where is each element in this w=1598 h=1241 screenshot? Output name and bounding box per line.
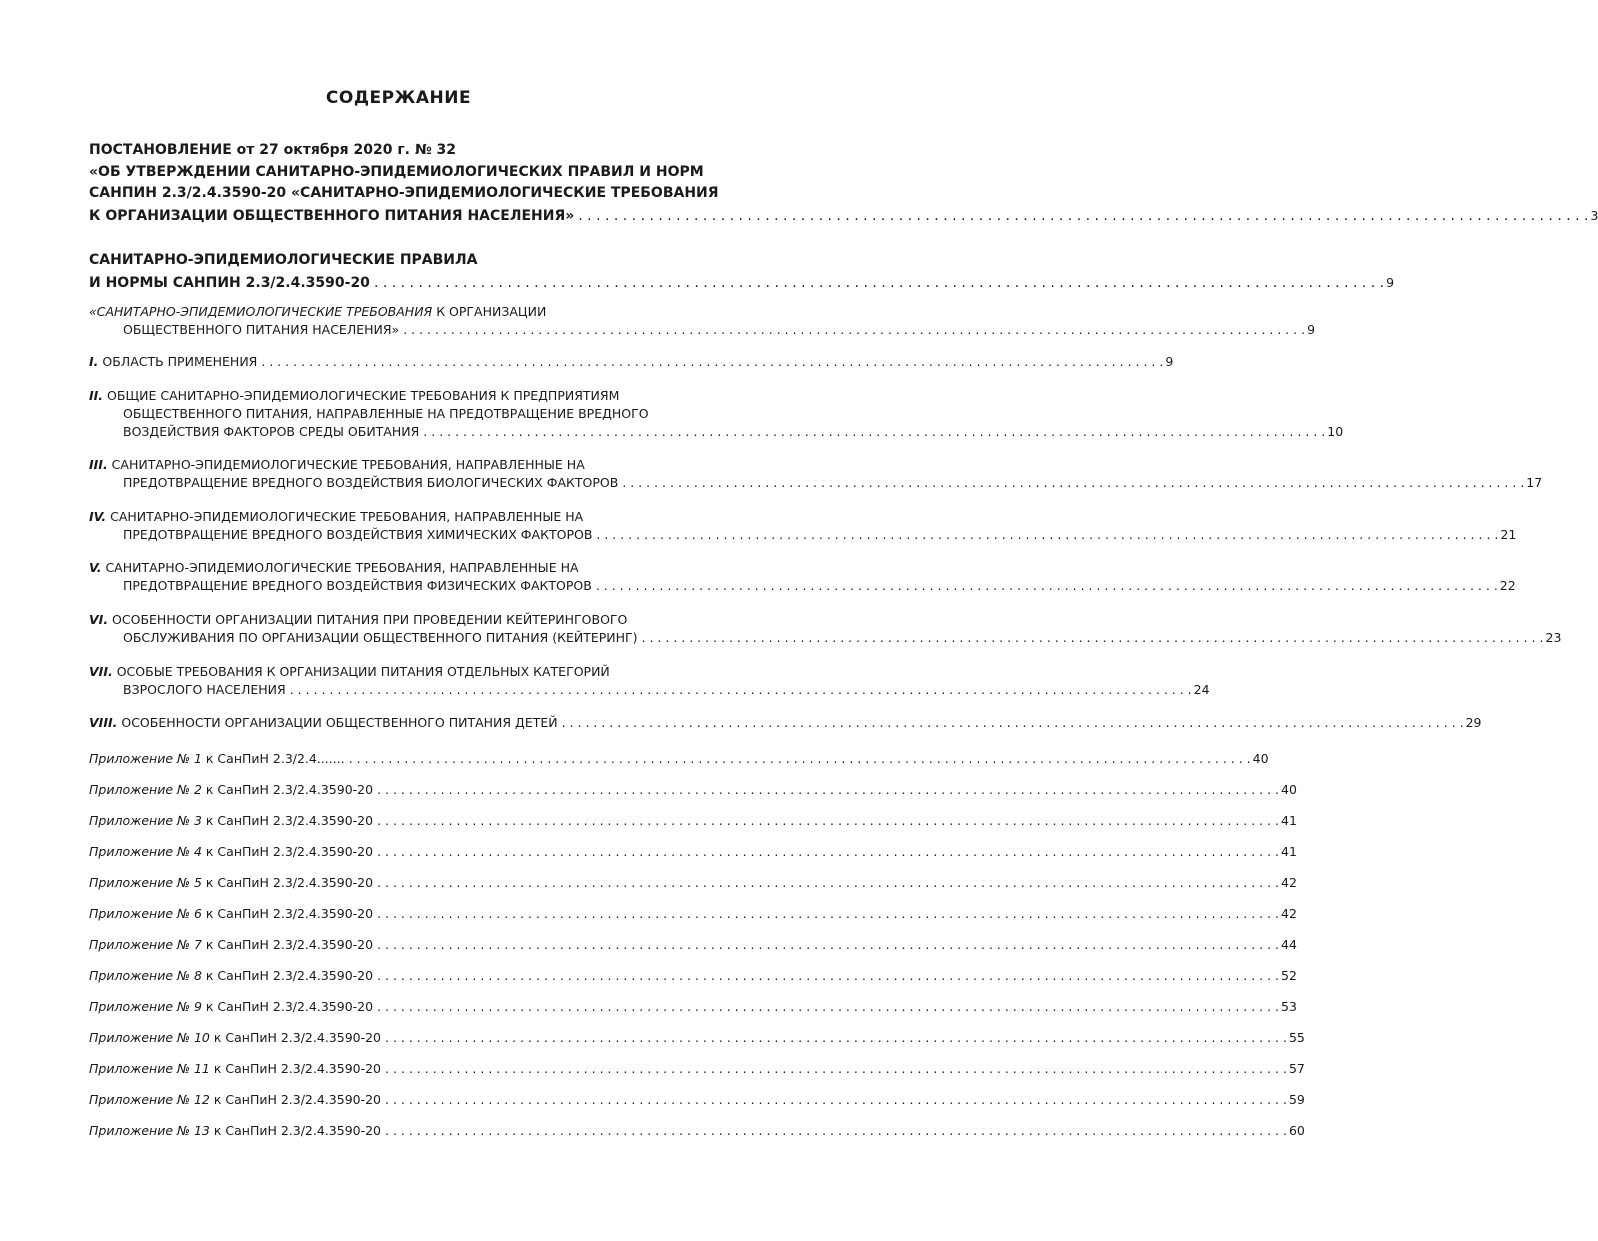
- appendix-entry[interactable]: [89, 905, 1297, 936]
- appendix-label: Приложение № 6: [89, 906, 202, 921]
- page-number: 55: [1288, 1030, 1305, 1045]
- entry-line: ОСОБЕННОСТИ ОРГАНИЗАЦИИ ПИТАНИЯ ПРИ ПРОВЕДЕНИИ КЕЙТЕРИНГОВОГО: [108, 612, 628, 627]
- appendix-entry[interactable]: [89, 998, 1297, 1029]
- entry-line: ОБЛАСТЬ ПРИМЕНЕНИЯ: [98, 354, 258, 369]
- section-number: II.: [89, 388, 104, 403]
- page-number: 41: [1281, 813, 1297, 828]
- appendix-suffix: к СанПиН 2.3/2.4.3590-20: [209, 1123, 382, 1138]
- entry-line: К ОРГАНИЗАЦИИ: [432, 304, 547, 319]
- appendix-suffix: к СанПиН 2.3/2.4.3590-20: [201, 906, 374, 921]
- appendix-label: Приложение № 13: [89, 1123, 210, 1138]
- appendix-suffix: к СанПиН 2.3/2.4.3590-20: [209, 1092, 382, 1107]
- dot-leader: [377, 905, 1279, 923]
- appendix-suffix: к СанПиН 2.3/2.4.3590-20: [201, 937, 374, 952]
- appendix-label: Приложение № 12: [89, 1092, 210, 1107]
- page-number: 40: [1281, 782, 1297, 797]
- appendix-entry[interactable]: [89, 1122, 1305, 1153]
- page-number: 9: [1307, 322, 1316, 337]
- dot-leader: [385, 1029, 1287, 1047]
- entry-line: САНИТАРНО-ЭПИДЕМИОЛОГИЧЕСКИЕ ТРЕБОВАНИЯ, НАПРАВЛЕННЫЕ НА: [101, 560, 579, 575]
- entry-line: ОСОБЫЕ ТРЕБОВАНИЯ К ОРГАНИЗАЦИИ ПИТАНИЯ ОТДЕЛЬНЫХ КАТЕГОРИЙ: [112, 664, 610, 679]
- section-number: VIII.: [89, 715, 118, 730]
- appendix-label: Приложение № 1: [89, 751, 202, 766]
- dot-leader: [403, 321, 1305, 339]
- entry-line: ПРЕДОТВРАЩЕНИЕ ВРЕДНОГО ВОЗДЕЙСТВИЯ ФИЗИЧЕСКИХ ФАКТОРОВ: [123, 578, 592, 593]
- appendix-label: Приложение № 3: [89, 813, 202, 828]
- section-number: V.: [89, 560, 102, 575]
- dot-leader: [290, 681, 1192, 699]
- page-number: 3: [1590, 207, 1598, 223]
- dot-leader: [578, 206, 1588, 228]
- appendix-label: Приложение № 8: [89, 968, 202, 983]
- toc-entry-rules[interactable]: [89, 250, 1395, 294]
- appendix-entry[interactable]: [89, 750, 1269, 781]
- appendix-suffix: к СанПиН 2.3/2.4.3590-20: [201, 813, 374, 828]
- dot-leader: [562, 714, 1464, 732]
- dot-leader: [377, 936, 1279, 954]
- appendix-label: Приложение № 9: [89, 999, 202, 1014]
- section-number: VI.: [89, 612, 109, 627]
- dot-leader: [377, 874, 1279, 892]
- entry-line: «ОБ УТВЕРЖДЕНИИ САНИТАРНО-ЭПИДЕМИОЛОГИЧЕСКИХ ПРАВИЛ И НОРМ: [89, 163, 704, 180]
- appendix-suffix: к СанПиН 2.3/2.4.......: [201, 751, 345, 766]
- appendix-label: Приложение № 7: [89, 937, 202, 952]
- entry-line: ВОЗДЕЙСТВИЯ ФАКТОРОВ СРЕДЫ ОБИТАНИЯ: [123, 424, 420, 439]
- section-number: IV.: [89, 509, 107, 524]
- dot-leader: [423, 423, 1325, 441]
- dot-leader: [385, 1122, 1287, 1140]
- page-number: 52: [1281, 968, 1297, 983]
- dot-leader: [377, 781, 1279, 799]
- entry-line: ОБЩЕСТВЕННОГО ПИТАНИЯ НАСЕЛЕНИЯ»: [123, 322, 400, 337]
- page-number: 10: [1327, 424, 1344, 439]
- toc-entry-resolution[interactable]: [89, 140, 1598, 227]
- appendix-entry[interactable]: [89, 812, 1297, 843]
- toc-title: СОДЕРЖАНИЕ: [325, 88, 472, 108]
- appendix-label: Приложение № 4: [89, 844, 202, 859]
- page-number: 21: [1500, 527, 1517, 542]
- appendix-entry[interactable]: [89, 874, 1297, 905]
- appendix-entry[interactable]: [89, 1060, 1305, 1091]
- dot-leader: [622, 474, 1524, 492]
- page-number: 57: [1288, 1061, 1305, 1076]
- entry-line: ОСОБЕННОСТИ ОРГАНИЗАЦИИ ОБЩЕСТВЕННОГО ПИТАНИЯ ДЕТЕЙ: [117, 715, 558, 730]
- dot-leader: [377, 843, 1279, 861]
- page-number: 42: [1281, 906, 1297, 921]
- page-number: 44: [1281, 937, 1297, 952]
- appendix-label: Приложение № 10: [89, 1030, 210, 1045]
- toc-entry-requirements[interactable]: [89, 303, 1316, 339]
- appendix-suffix: к СанПиН 2.3/2.4.3590-20: [201, 875, 374, 890]
- toc-entry-section-5[interactable]: [89, 559, 1516, 595]
- appendix-entry[interactable]: [89, 843, 1297, 874]
- dot-leader: [596, 526, 1498, 544]
- section-number: VII.: [89, 664, 113, 679]
- appendix-suffix: к СанПиН 2.3/2.4.3590-20: [201, 844, 374, 859]
- entry-line: И НОРМЫ САНПИН 2.3/2.4.3590-20: [89, 274, 370, 291]
- entry-line: ОБСЛУЖИВАНИЯ ПО ОРГАНИЗАЦИИ ОБЩЕСТВЕННОГО ПИТАНИЯ (КЕЙТЕРИНГ): [123, 630, 638, 645]
- page-number: 29: [1465, 715, 1482, 730]
- appendix-entry[interactable]: [89, 781, 1297, 812]
- entry-line: К ОРГАНИЗАЦИИ ОБЩЕСТВЕННОГО ПИТАНИЯ НАСЕЛЕНИЯ»: [89, 207, 575, 224]
- appendix-label: Приложение № 11: [89, 1061, 210, 1076]
- dot-leader: [642, 629, 1544, 647]
- section-number: III.: [89, 457, 108, 472]
- appendix-list: [89, 750, 1305, 1153]
- page-number: 22: [1499, 578, 1516, 593]
- page-number: 53: [1281, 999, 1297, 1014]
- dot-leader: [374, 273, 1384, 295]
- page-number: 9: [1165, 354, 1174, 369]
- toc-entry-section-8[interactable]: [89, 714, 1482, 732]
- page-number: 24: [1193, 682, 1210, 697]
- appendix-label: Приложение № 2: [89, 782, 202, 797]
- appendix-suffix: к СанПиН 2.3/2.4.3590-20: [209, 1030, 382, 1045]
- toc-entry-section-7[interactable]: [89, 663, 1210, 699]
- appendix-entry[interactable]: [89, 1029, 1305, 1060]
- dot-leader: [596, 577, 1498, 595]
- entry-line: САНИТАРНО-ЭПИДЕМИОЛОГИЧЕСКИЕ ПРАВИЛА: [89, 252, 478, 268]
- appendix-suffix: к СанПиН 2.3/2.4.3590-20: [201, 968, 374, 983]
- toc-entry-section-1[interactable]: [89, 353, 1174, 371]
- appendix-entry[interactable]: [89, 1091, 1305, 1122]
- entry-line: ВЗРОСЛОГО НАСЕЛЕНИЯ: [123, 682, 286, 697]
- appendix-suffix: к СанПиН 2.3/2.4.3590-20: [201, 999, 374, 1014]
- page-number: 9: [1386, 274, 1395, 290]
- dot-leader: [261, 353, 1163, 371]
- toc-entry-section-2[interactable]: [89, 387, 1344, 441]
- toc-entry-section-3[interactable]: [89, 456, 1543, 492]
- entry-line: ПОСТАНОВЛЕНИЕ от 27 октября 2020 г. № 32: [89, 142, 457, 158]
- appendix-label: Приложение № 5: [89, 875, 202, 890]
- toc-entry-section-6[interactable]: [89, 611, 1562, 647]
- entry-line: ПРЕДОТВРАЩЕНИЕ ВРЕДНОГО ВОЗДЕЙСТВИЯ БИОЛОГИЧЕСКИХ ФАКТОРОВ: [123, 475, 619, 490]
- dot-leader: [377, 998, 1279, 1016]
- toc-entry-section-4[interactable]: [89, 508, 1517, 544]
- entry-line: САНПИН 2.3/2.4.3590-20 «САНИТАРНО-ЭПИДЕМИОЛОГИЧЕСКИЕ ТРЕБОВАНИЯ: [89, 185, 719, 201]
- dot-leader: [385, 1091, 1287, 1109]
- appendix-suffix: к СанПиН 2.3/2.4.3590-20: [209, 1061, 382, 1076]
- dot-leader: [377, 812, 1279, 830]
- entry-line: САНИТАРНО-ЭПИДЕМИОЛОГИЧЕСКИЕ ТРЕБОВАНИЯ, НАПРАВЛЕННЫЕ НА: [107, 457, 585, 472]
- appendix-entry[interactable]: [89, 936, 1297, 967]
- entry-line: САНИТАРНО-ЭПИДЕМИОЛОГИЧЕСКИЕ ТРЕБОВАНИЯ, НАПРАВЛЕННЫЕ НА: [106, 509, 584, 524]
- entry-line: ОБЩЕСТВЕННОГО ПИТАНИЯ, НАПРАВЛЕННЫЕ НА ПРЕДОТВРАЩЕНИЕ ВРЕДНОГО: [123, 406, 649, 421]
- appendix-entry[interactable]: [89, 967, 1297, 998]
- dot-leader: [385, 1060, 1287, 1078]
- dot-leader: [377, 967, 1279, 985]
- page-number: 23: [1545, 630, 1562, 645]
- appendix-suffix: к СанПиН 2.3/2.4.3590-20: [201, 782, 374, 797]
- page-number: 60: [1288, 1123, 1305, 1138]
- entry-line: ПРЕДОТВРАЩЕНИЕ ВРЕДНОГО ВОЗДЕЙСТВИЯ ХИМИЧЕСКИХ ФАКТОРОВ: [123, 527, 593, 542]
- entry-italic-title: «САНИТАРНО-ЭПИДЕМИОЛОГИЧЕСКИЕ ТРЕБОВАНИЯ: [89, 304, 433, 319]
- entry-line: ОБЩИЕ САНИТАРНО-ЭПИДЕМИОЛОГИЧЕСКИЕ ТРЕБОВАНИЯ К ПРЕДПРИЯТИЯМ: [103, 388, 620, 403]
- page-number: 17: [1526, 475, 1543, 490]
- page-number: 41: [1281, 844, 1297, 859]
- page-number: 40: [1252, 751, 1269, 766]
- section-number: I.: [89, 354, 99, 369]
- dot-leader: [349, 750, 1251, 768]
- page-number: 42: [1281, 875, 1297, 890]
- page-number: 59: [1288, 1092, 1305, 1107]
